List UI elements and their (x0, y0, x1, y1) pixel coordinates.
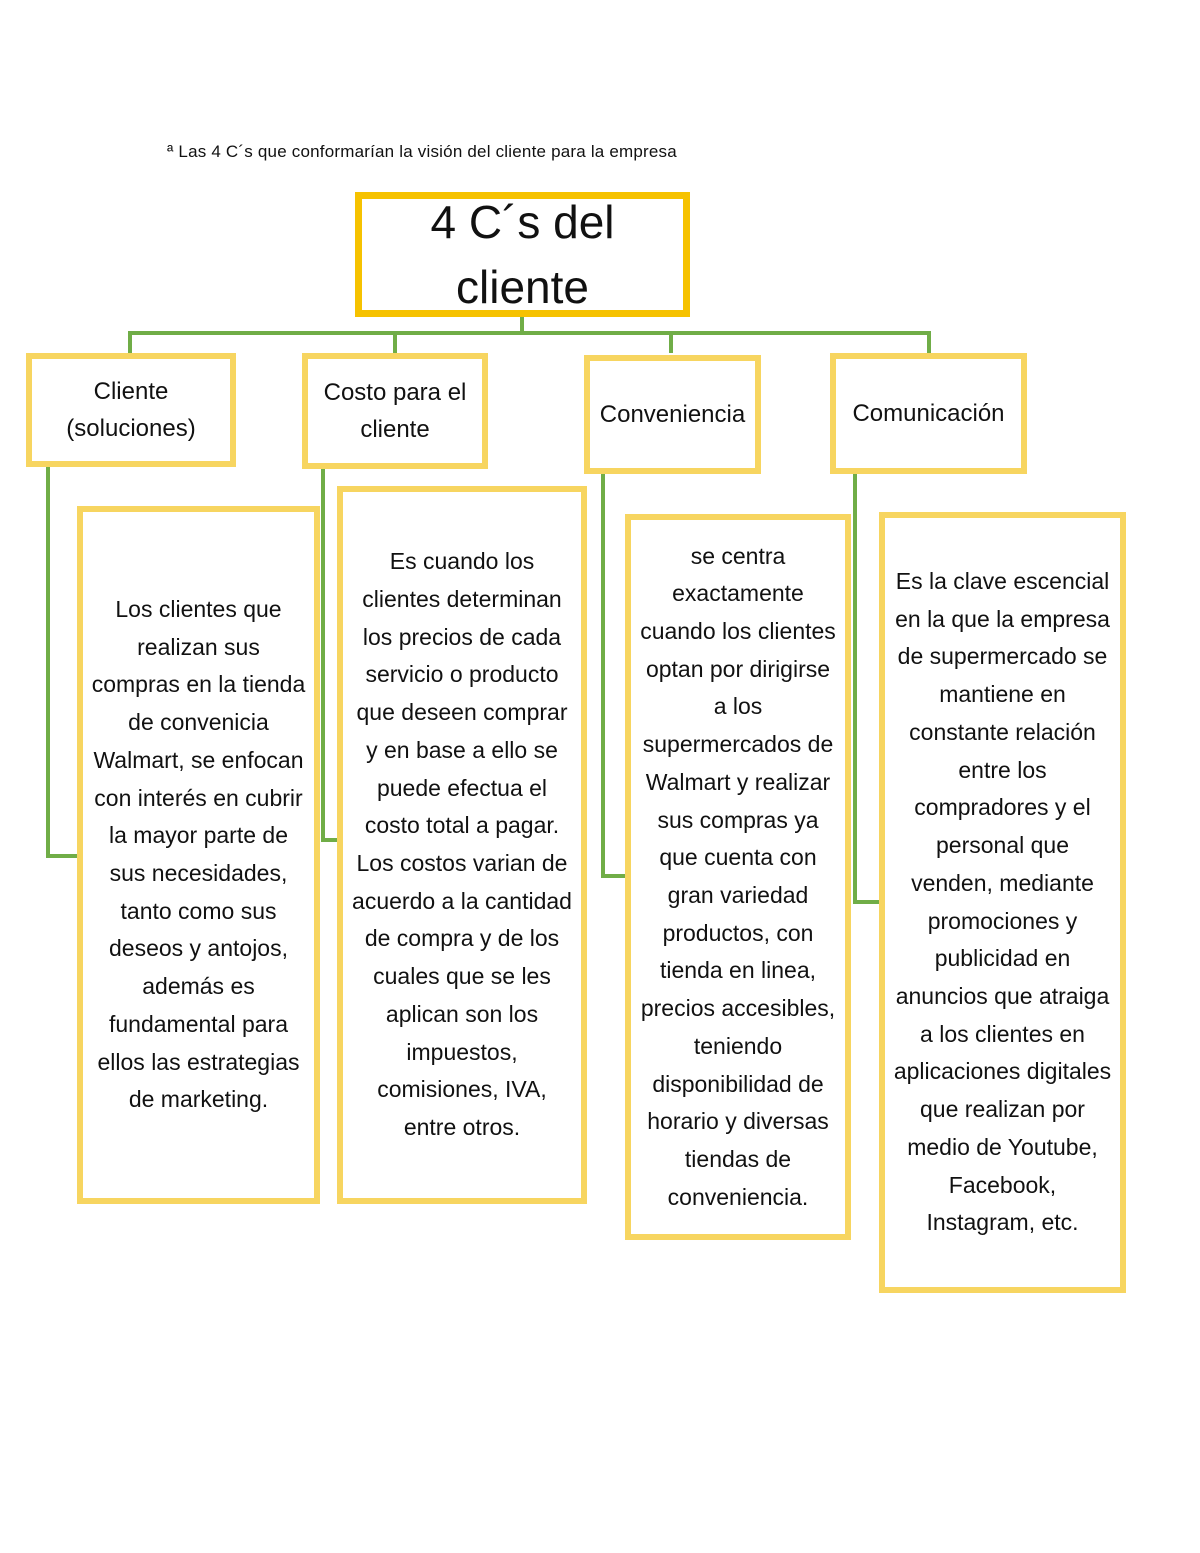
detail-node-costo (337, 486, 587, 1204)
elbow-connector-1 (48, 467, 80, 856)
category-label: Costo para el cliente (323, 378, 467, 443)
category-label: Conveniencia (599, 400, 746, 428)
detail-text: Los clientes que realizan sus compras en la tienda de convenicia Walmart, se enfocan con interés en cubrir la mayor parte de sus necesidades, tanto como sus deseos y antojos, además es fundamental para ellos las estrategias de marketing. (91, 595, 306, 1113)
category-label: Comunicación (852, 399, 1005, 427)
root-node (355, 192, 690, 317)
diagram-caption: ª Las 4 C´s que conformarían la visión del cliente para la empresa (167, 142, 677, 161)
detail-text: Es la clave escencial en la que la empresa de supermercado se mantiene en constante relación entre los compradores y el personal que venden, mediante promociones y publicidad en anuncios que atraiga a los clientes en aplicaciones digitales que realizan por medio de Youtube, Facebook, Instagram, etc. (893, 568, 1112, 1236)
category-label: Cliente (soluciones) (66, 377, 196, 442)
detail-text: se centra exactamente cuando los clientes optan por dirigirse a los supermercados de Walmart y realizar sus compras ya que cuenta con gran variedad productos, con tienda en linea, precios accesibles, teniendo disponibilidad de horario y diversas tiendas de conveniencia. (640, 542, 836, 1210)
detail-node-conveniencia (625, 514, 851, 1240)
detail-node-comunicacion (879, 512, 1126, 1293)
elbow-connector-4 (855, 474, 882, 902)
category-node-comunicacion (830, 353, 1027, 474)
root-title: 4 C´s del cliente (430, 196, 615, 313)
category-node-costo (302, 353, 488, 469)
category-node-conveniencia (584, 355, 761, 474)
category-node-cliente (26, 353, 236, 467)
detail-node-cliente (77, 506, 320, 1204)
detail-text: Es cuando los clientes determinan los precios de cada servicio o producto que deseen comprar y en base a ello se puede efectua el costo total a pagar. Los costos varian de acuerdo a la cantidad de compra y de los cuales que se les aplican son los impuestos, comisiones, IVA, entre otros. (352, 548, 572, 1141)
